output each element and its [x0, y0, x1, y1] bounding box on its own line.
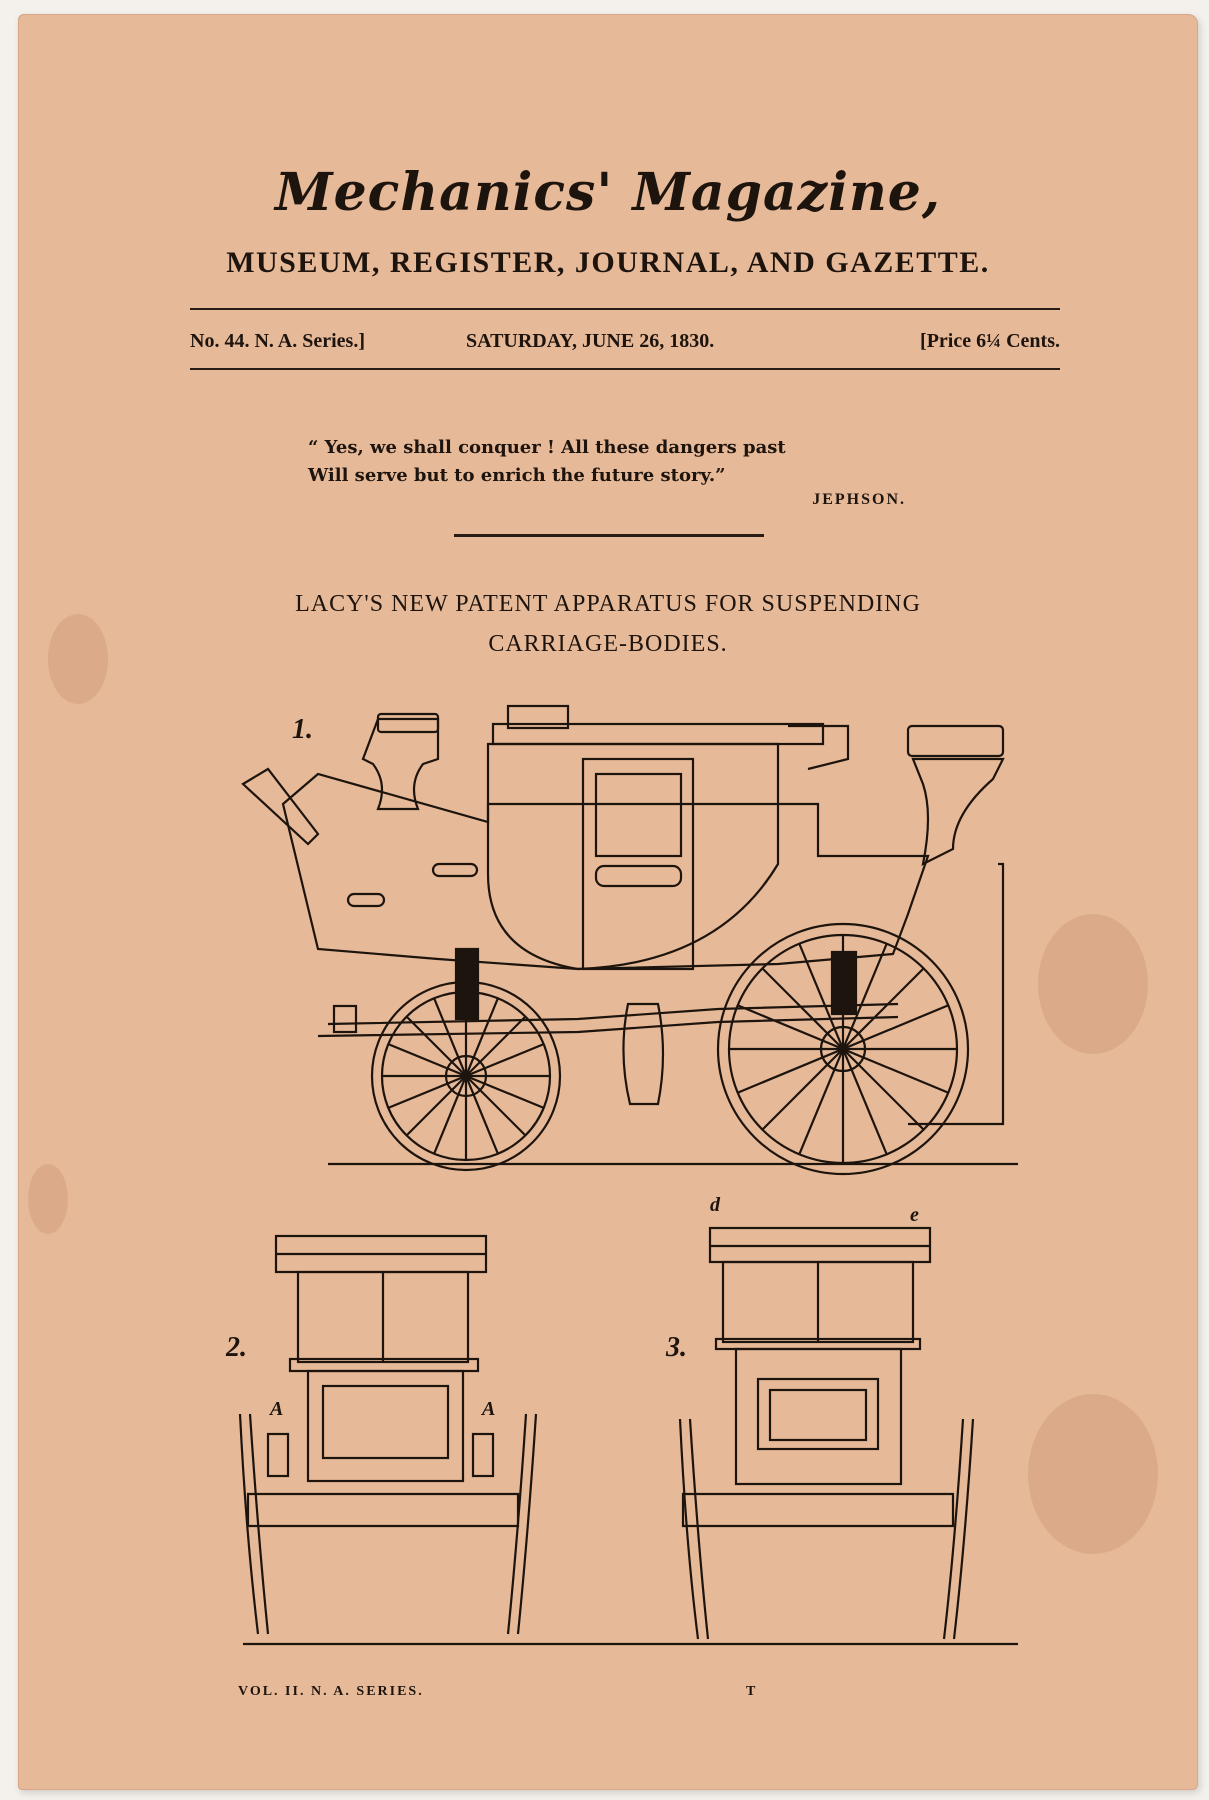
footer-signature: T: [746, 1684, 758, 1699]
fig1-boot-handle-2: [433, 864, 477, 876]
figure-2-label: 2.: [226, 1332, 247, 1363]
magazine-page: [18, 14, 1198, 1790]
figure-2-mark-right: A: [482, 1398, 496, 1420]
fig1-dashboard: [243, 769, 318, 844]
issue-date: SATURDAY, JUNE 26, 1830.: [466, 330, 715, 352]
fig1-perch: [328, 1004, 898, 1024]
figure-2-mark-left: A: [270, 1398, 284, 1420]
epigraph-author: JEPHSON.: [812, 491, 906, 508]
figure-3-coach-rear-view: [680, 1228, 973, 1639]
fig1-door-window: [596, 774, 681, 856]
epigraph-line-1: “ Yes, we shall conquer ! All these dangers past: [308, 437, 786, 458]
fig1-front-lamp: [334, 1006, 356, 1032]
figure-3-mark-e: e: [910, 1204, 919, 1226]
issue-price: [Price 6¼ Cents.: [920, 330, 1060, 352]
fig1-rear-seat-top: [908, 726, 1003, 756]
fig1-front-seat-top: [378, 714, 438, 732]
fig1-door-panel: [596, 866, 681, 886]
article-title-line-1: LACY'S NEW PATENT APPARATUS FOR SUSPENDING: [295, 591, 921, 617]
figure-3-mark-d: d: [710, 1194, 720, 1216]
figure-3-label: 3.: [666, 1332, 687, 1363]
figure-1-coach-side-view: [18, 14, 1198, 1790]
figure-1-label: 1.: [292, 714, 313, 745]
fig1-door: [583, 759, 693, 969]
fig1-rear-seat-stand: [913, 759, 1003, 864]
fig1-front-spring: [456, 949, 478, 1019]
article-title-line-2: CARRIAGE-BODIES.: [488, 631, 728, 657]
fig1-roof-rear: [788, 726, 848, 769]
fig1-rear-spring: [832, 952, 856, 1014]
footer-volume: VOL. II. N. A. SERIES.: [238, 1684, 424, 1699]
masthead-subtitle: MUSEUM, REGISTER, JOURNAL, AND GAZETTE.: [226, 246, 990, 279]
issue-number: No. 44. N. A. Series.]: [190, 330, 365, 352]
masthead-title: Mechanics' Magazine,: [275, 162, 941, 223]
fig1-boot-handle-1: [348, 894, 384, 906]
fig1-step: [623, 1004, 663, 1104]
epigraph-line-2: Will serve but to enrich the future story.”: [308, 465, 726, 486]
